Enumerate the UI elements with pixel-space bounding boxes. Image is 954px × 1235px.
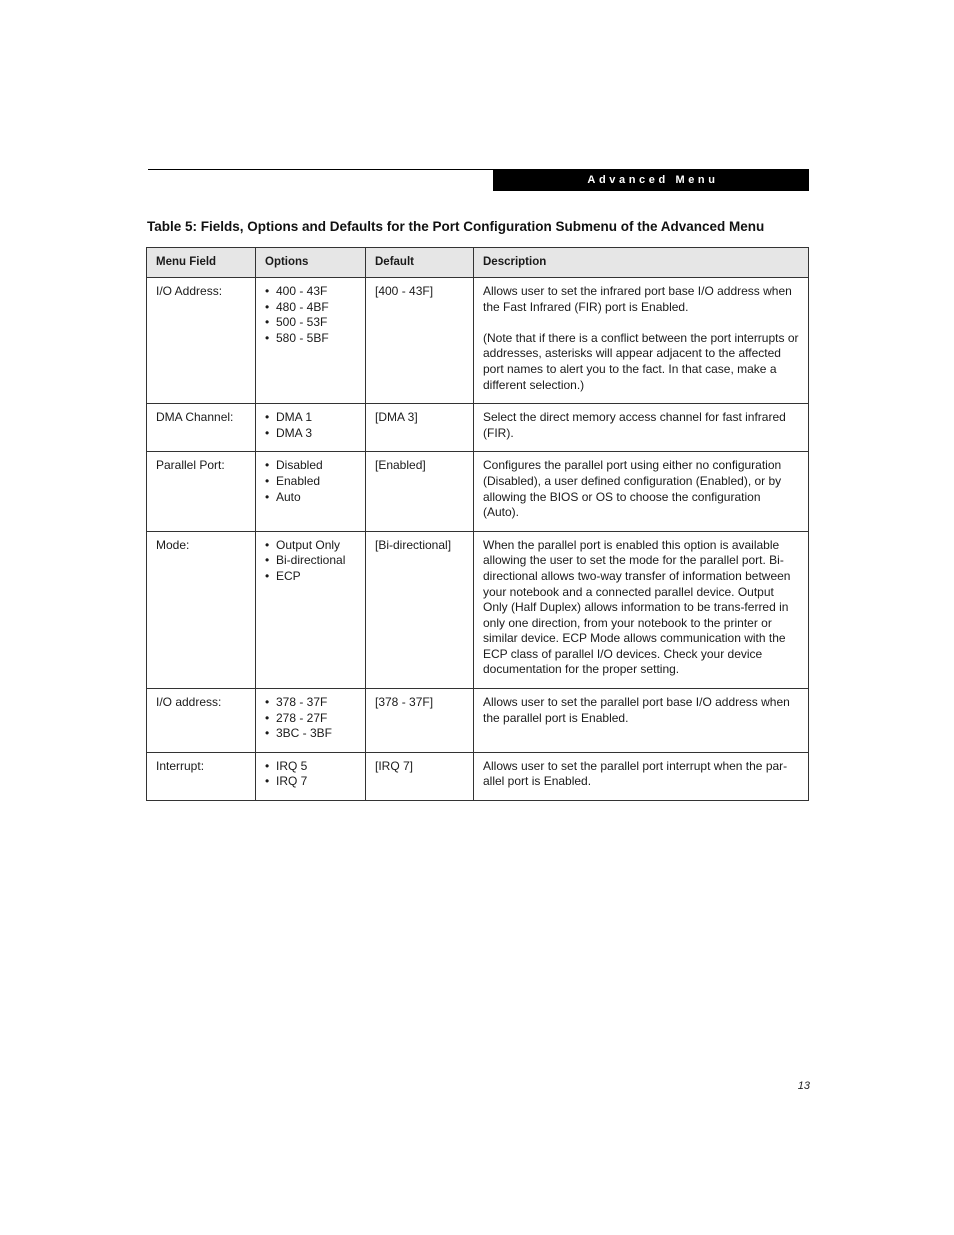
bullet-icon: • [265,458,270,473]
option-text: Enabled [276,473,321,488]
column-header-default: Default [366,248,474,278]
bullet-icon: • [265,489,270,504]
bullet-icon: • [265,299,270,314]
option-item [265,538,356,554]
bullet-icon: • [265,774,270,789]
bullet-icon: • [265,695,270,710]
default-cell: [DMA 3] [366,404,474,452]
bullet-icon: • [265,758,270,773]
option-text: DMA 1 [276,410,313,425]
default-cell: [IRQ 7] [366,752,474,800]
description-paragraph: Select the direct memory access channel for fast infrared (FIR). [483,410,786,440]
options-list [265,695,356,742]
options-list [265,538,356,585]
description-cell [474,452,809,531]
menu-field-cell: Mode: [147,531,256,688]
bullet-icon: • [265,726,270,741]
table-row [147,278,809,404]
option-text: Output Only [276,537,341,552]
option-item [265,695,356,711]
option-text: 580 - 5BF [276,330,329,345]
menu-field-cell: I/O Address: [147,278,256,404]
bullet-icon: • [265,710,270,725]
options-cell [256,404,366,452]
options-list [265,458,356,505]
bullet-icon: • [265,410,270,425]
option-text: 3BC - 3BF [276,726,333,741]
description-paragraph: (Note that if there is a conflict between the port interrupts or addresses, asterisks will appear adjacent to the affected port names to alert you to the fact. In that case, make a different selection.) [483,330,799,392]
table-row [147,452,809,531]
description-paragraph: Configures the parallel port using either no configuration (Disabled), a user defined configuration (Enabled), or by allowing the BIOS or OS to choose the configuration (Auto). [483,458,782,520]
options-cell [256,689,366,753]
option-text: DMA 3 [276,425,313,440]
port-configuration-table [146,247,809,801]
default-cell: [378 - 37F] [366,689,474,753]
option-text: 378 - 37F [276,695,328,710]
header-rule [148,169,493,170]
option-text: ECP [276,568,301,583]
option-item [265,331,356,347]
option-item [265,569,356,585]
options-list [265,284,356,346]
options-cell [256,278,366,404]
option-item [265,300,356,316]
option-item [265,315,356,331]
option-item [265,284,356,300]
menu-field-cell: I/O address: [147,689,256,753]
option-text: Auto [276,489,301,504]
option-text: IRQ 5 [276,758,308,773]
column-header-description: Description [474,248,809,278]
description-cell [474,404,809,452]
options-list [265,410,356,441]
option-item [265,490,356,506]
options-cell [256,752,366,800]
description-cell [474,752,809,800]
option-item [265,410,356,426]
table-row [147,689,809,753]
column-header-menu-field: Menu Field [147,248,256,278]
option-item [265,553,356,569]
option-item [265,774,356,790]
option-text: 278 - 27F [276,710,328,725]
description-cell [474,689,809,753]
option-item [265,426,356,442]
options-cell [256,452,366,531]
option-text: 500 - 53F [276,315,328,330]
option-item [265,759,356,775]
menu-field-cell: DMA Channel: [147,404,256,452]
menu-field-cell: Parallel Port: [147,452,256,531]
option-text: 480 - 4BF [276,299,329,314]
description-cell [474,278,809,404]
options-cell [256,531,366,688]
options-list [265,759,356,790]
default-cell: [Bi-directional] [366,531,474,688]
bullet-icon: • [265,553,270,568]
table-row [147,752,809,800]
section-header-tab: Advanced Menu [493,169,809,191]
option-item [265,458,356,474]
option-text: Disabled [276,458,323,473]
table-body [147,278,809,801]
bullet-icon: • [265,568,270,583]
bullet-icon: • [265,537,270,552]
default-cell: [400 - 43F] [366,278,474,404]
bullet-icon: • [265,473,270,488]
option-item [265,711,356,727]
bullet-icon: • [265,425,270,440]
column-header-options: Options [256,248,366,278]
bullet-icon: • [265,330,270,345]
option-text: 400 - 43F [276,284,328,298]
table-caption: Table 5: Fields, Options and Defaults for the Port Configuration Submenu of the Advanced Menu [147,219,765,234]
option-text: Bi-directional [276,553,346,568]
description-paragraph: Allows user to set the parallel port base I/O address when the parallel port is Enabled. [483,695,790,725]
table-row [147,531,809,688]
description-paragraph: Allows user to set the infrared port base I/O address when the Fast Infrared (FIR) port is Enabled. [483,284,792,314]
default-cell: [Enabled] [366,452,474,531]
table-header-row [147,248,809,278]
option-item [265,474,356,490]
bullet-icon: • [265,315,270,330]
option-item [265,726,356,742]
menu-field-cell: Interrupt: [147,752,256,800]
description-paragraph: Allows user to set the parallel port interrupt when the par-allel port is Enabled. [483,758,788,789]
description-cell [474,531,809,688]
table-row [147,404,809,452]
bullet-icon: • [265,284,270,298]
description-paragraph: When the parallel port is enabled this option is available allowing the user to set the mode for the parallel port. Bi-directional allows two-way transfer of information between your notebook and a connected parallel device. Output Only (Half Duplex) allows information to be trans-ferred in only one direction, from your notebook to the printer or similar device. ECP Mode allows communication with the ECP class of parallel I/O devices. Check your device documentation for the proper setting. [483,537,791,677]
page-number: 13 [797,1080,810,1092]
option-text: IRQ 7 [276,774,308,789]
